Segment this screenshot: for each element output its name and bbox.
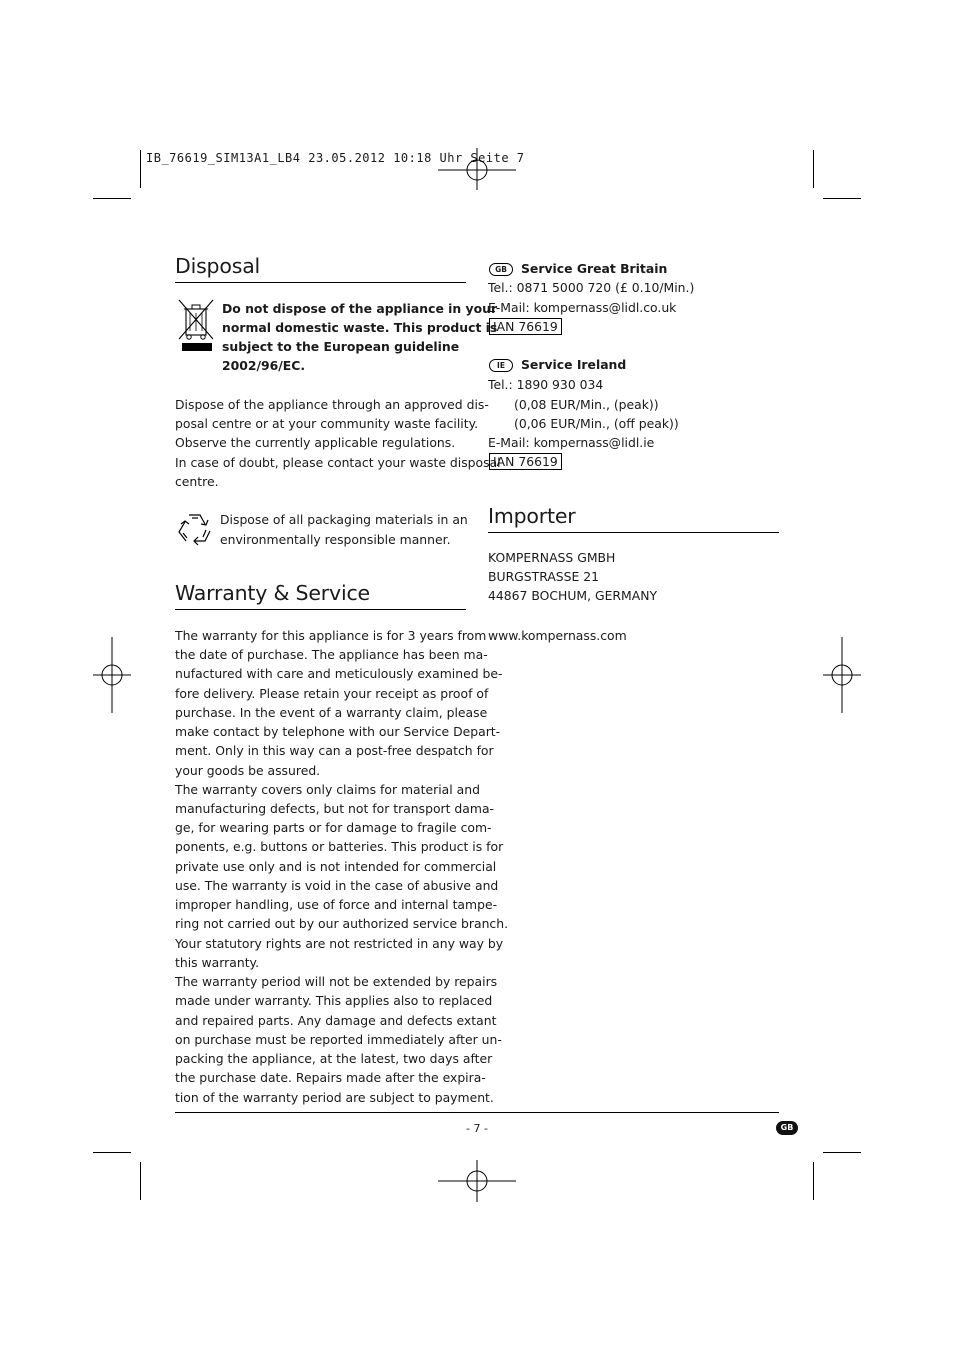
service-ie-rate-offpeak: (0,06 EUR/Min., (off peak)) — [514, 416, 679, 431]
print-slug: IB_76619_SIM13A1_LB4 23.05.2012 10:18 Uhr Seite 7 — [146, 151, 525, 165]
disposal-heading: Disposal — [175, 254, 261, 278]
warranty-line: fore delivery. Please retain your receipt as proof of — [175, 686, 489, 701]
warranty-line: ring not carried out by our authorized service branch. — [175, 916, 509, 931]
packaging-line: environmentally responsible manner. — [220, 532, 451, 547]
warranty-line: private use only and is not intended for commercial — [175, 859, 497, 874]
disposal-warning-line: normal domestic waste. This product is — [222, 320, 498, 335]
disposal-body-line: In case of doubt, please contact your waste disposal — [175, 455, 501, 470]
service-gb-title — [489, 259, 667, 278]
warranty-line: nufactured with care and meticulously examined be- — [175, 666, 503, 681]
disposal-body-line: posal centre or at your community waste facility. — [175, 416, 479, 431]
importer-website: www.kompernass.com — [488, 628, 627, 643]
warranty-line: on purchase must be reported immediately after un- — [175, 1032, 502, 1047]
crossed-out-wheelie-bin-icon — [178, 299, 214, 355]
warranty-line: manufacturing defects, but not for transport dama- — [175, 801, 495, 816]
warranty-heading: Warranty & Service — [175, 581, 370, 605]
warranty-line: your goods be assured. — [175, 763, 321, 778]
disposal-warning-line: Do not dispose of the appliance in your — [222, 301, 498, 316]
footer-gb-badge-icon: GB — [776, 1121, 798, 1135]
warranty-line: purchase. In the event of a warranty claim, please — [175, 705, 488, 720]
service-ie-title-text: Service Ireland — [521, 357, 627, 372]
warranty-line: made under warranty. This applies also to replaced — [175, 993, 493, 1008]
service-gb-email: E-Mail: kompernass@lidl.co.uk — [488, 300, 677, 315]
importer-address-line: KOMPERNASS GMBH — [488, 550, 616, 565]
ie-badge-icon: IE — [489, 359, 513, 372]
registration-mark-top — [438, 148, 516, 190]
service-gb-ian: IAN 76619 — [489, 318, 562, 335]
service-ie-title — [489, 355, 626, 374]
warranty-line: ge, for wearing parts or for damage to fragile com- — [175, 820, 492, 835]
disposal-body-line: centre. — [175, 474, 219, 489]
importer-rule — [488, 532, 779, 533]
disposal-warning-line: subject to the European guideline — [222, 339, 460, 354]
warranty-line: packing the appliance, at the latest, two days after — [175, 1051, 493, 1066]
importer-address-line: BURGSTRASSE 21 — [488, 569, 600, 584]
service-ie-ian: IAN 76619 — [489, 453, 562, 470]
warranty-line: The warranty period will not be extended by repairs — [175, 974, 498, 989]
page-number: - 7 - — [466, 1122, 488, 1135]
registration-mark-right — [823, 637, 861, 713]
service-ie-rate-peak: (0,08 EUR/Min., (peak)) — [514, 397, 659, 412]
registration-mark-bottom — [438, 1160, 516, 1202]
service-ie-tel: Tel.: 1890 930 034 — [488, 377, 604, 392]
service-ie-email: E-Mail: kompernass@lidl.ie — [488, 435, 655, 450]
warranty-line: ment. Only in this way can a post-free despatch for — [175, 743, 494, 758]
warranty-line: this warranty. — [175, 955, 260, 970]
warranty-line: improper handling, use of force and internal tampe- — [175, 897, 498, 912]
disposal-body-line: Dispose of the appliance through an approved dis- — [175, 397, 489, 412]
warranty-line: tion of the warranty period are subject to payment. — [175, 1090, 494, 1105]
warranty-line: make contact by telephone with our Service Depart- — [175, 724, 501, 739]
warranty-line: Your statutory rights are not restricted in any way by — [175, 936, 504, 951]
gb-badge-icon: GB — [489, 263, 513, 276]
disposal-body-line: Observe the currently applicable regulations. — [175, 435, 456, 450]
importer-address-line: 44867 BOCHUM, GERMANY — [488, 588, 658, 603]
service-gb-title-text: Service Great Britain — [521, 261, 668, 276]
warranty-line: ponents, e.g. buttons or batteries. This product is for — [175, 839, 504, 854]
registration-mark-left — [93, 637, 131, 713]
warranty-line: and repaired parts. Any damage and defects extant — [175, 1013, 497, 1028]
importer-heading: Importer — [488, 504, 576, 528]
recycling-icon — [176, 511, 214, 549]
footer-rule — [175, 1112, 779, 1113]
packaging-line: Dispose of all packaging materials in an — [220, 512, 468, 527]
disposal-rule — [175, 282, 466, 283]
warranty-line: The warranty for this appliance is for 3 years from — [175, 628, 487, 643]
warranty-rule — [175, 609, 466, 610]
warranty-line: The warranty covers only claims for material and — [175, 782, 480, 797]
warranty-line: use. The warranty is void in the case of abusive and — [175, 878, 499, 893]
service-gb-tel: Tel.: 0871 5000 720 (£ 0.10/Min.) — [488, 280, 695, 295]
warranty-line: the purchase date. Repairs made after the expira- — [175, 1070, 486, 1085]
disposal-warning-line: 2002/96/EC. — [222, 358, 306, 373]
warranty-line: the date of purchase. The appliance has been ma- — [175, 647, 488, 662]
